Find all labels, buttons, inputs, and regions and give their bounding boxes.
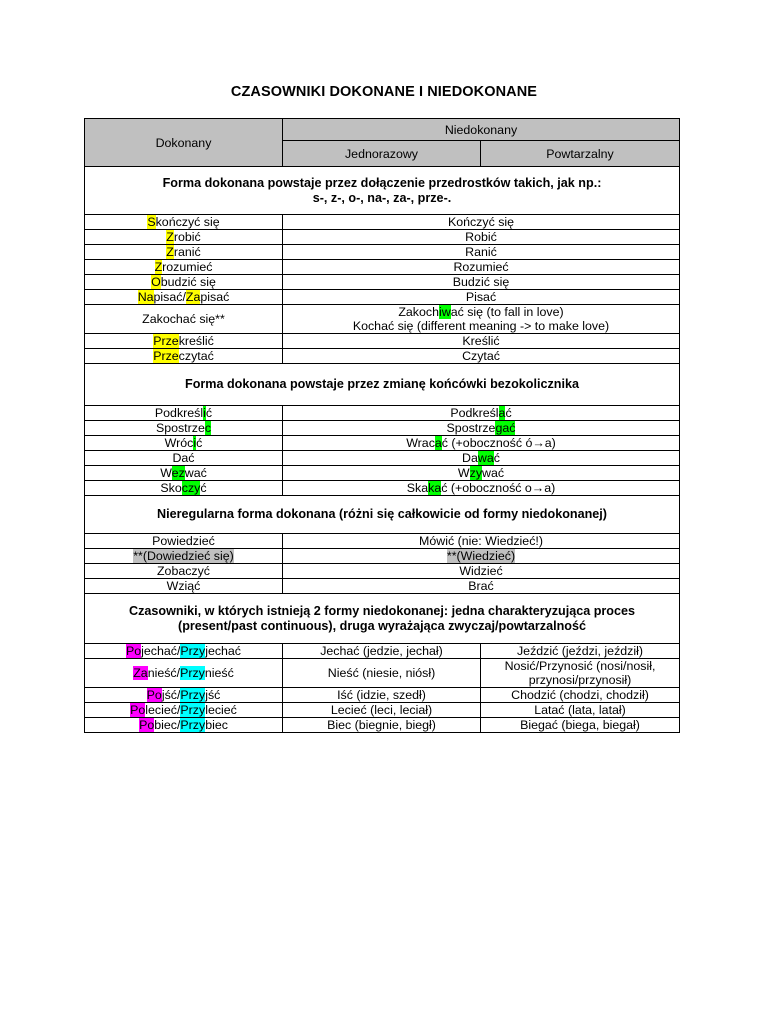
word-fragment: ć [493, 451, 500, 465]
table-row [85, 275, 680, 290]
word-fragment: wać [482, 466, 505, 480]
highlighted-affix: Przy [180, 666, 205, 680]
table-row [85, 718, 680, 733]
highlighted-affix: Z [166, 245, 174, 259]
perfective-cell [85, 466, 283, 481]
highlighted-affix: c [204, 421, 212, 435]
section-heading-row [85, 496, 680, 534]
highlighted-affix: Z [154, 260, 163, 274]
highlighted-affix: Za [185, 290, 201, 304]
word-fragment: ć (+oboczność ó→a) [441, 436, 556, 450]
highlighted-affix: i [203, 406, 206, 420]
word-fragment: Spostrze [155, 421, 205, 435]
perfective-cell [85, 451, 283, 466]
word-fragment: jechać [205, 644, 242, 658]
highlighted-affix: Z [166, 230, 174, 244]
imperfective-repeated-cell: Biegać (biega, biegał) [481, 718, 680, 733]
perfective-cell [85, 718, 283, 733]
word-fragment: Budzić się [452, 275, 510, 289]
word-fragment: Wziąć [166, 579, 201, 593]
perfective-cell [85, 421, 283, 436]
perfective-cell [85, 481, 283, 496]
perfective-cell [85, 406, 283, 421]
table-row [85, 436, 680, 451]
table-row [85, 230, 680, 245]
perfective-cell [85, 305, 283, 334]
table-row [85, 451, 680, 466]
imperfective-cell [283, 349, 680, 364]
word-fragment: Spostrze [446, 421, 496, 435]
perfective-cell [85, 579, 283, 594]
perfective-cell [85, 230, 283, 245]
table-row [85, 349, 680, 364]
perfective-cell [85, 564, 283, 579]
header-niedokonany: Niedokonany [283, 119, 680, 141]
table-row [85, 534, 680, 549]
highlighted-affix: Przy [180, 688, 206, 702]
highlighted-affix: S [147, 215, 156, 229]
word-fragment: lecieć [205, 703, 237, 717]
word-fragment: ć [196, 436, 203, 450]
word-fragment: biec [205, 718, 228, 732]
word-fragment: Rozumieć [453, 260, 509, 274]
imperfective-cell [283, 305, 680, 334]
imperfective-repeated-cell: Nosić/Przynosić (nosi/nosił, przynosi/przynosił) [481, 659, 680, 688]
word-fragment: Kończyć się [447, 215, 515, 229]
word-fragment: Czytać [462, 349, 500, 363]
imperfective-cell [283, 421, 680, 436]
imperfective-cell [283, 481, 680, 496]
header-powtarzalny: Powtarzalny [481, 141, 680, 167]
highlighted-affix: **(Wiedzieć) [446, 549, 516, 563]
highlighted-affix: Po [139, 718, 155, 732]
highlighted-affix: czy [181, 481, 201, 495]
table-row [85, 421, 680, 436]
highlighted-affix: ka [428, 481, 442, 495]
imperfective-cell [283, 579, 680, 594]
section-heading: Nieregularna forma dokonana (różni się całkowicie od formy niedokonanej) [85, 496, 680, 534]
perfective-cell [85, 275, 283, 290]
highlighted-affix: Po [130, 703, 146, 717]
word-fragment: Ska [406, 481, 429, 495]
word-fragment: Zobaczyć [156, 564, 211, 578]
table-row [85, 644, 680, 659]
table-row [85, 466, 680, 481]
table-row [85, 245, 680, 260]
word-fragment: ć [505, 406, 512, 420]
imperfective-cell [283, 290, 680, 305]
word-fragment: Pisać [465, 290, 497, 304]
imperfective-single-cell: Iść (idzie, szedł) [283, 688, 481, 703]
highlighted-affix: wa [477, 451, 494, 465]
word-fragment: budzić się [160, 275, 216, 289]
word-fragment: jść [205, 688, 221, 702]
table-row [85, 215, 680, 230]
table-row [85, 549, 680, 564]
imperfective-cell [283, 466, 680, 481]
word-fragment: W [457, 466, 470, 480]
perfective-cell [85, 703, 283, 718]
word-fragment: Robić [465, 230, 497, 244]
table-row [85, 334, 680, 349]
highlighted-affix: Przy [180, 703, 206, 717]
header-jednorazowy: Jednorazowy [283, 141, 481, 167]
highlighted-affix: gać [495, 421, 516, 435]
imperfective-cell [283, 564, 680, 579]
word-fragment: Powiedzieć [152, 534, 215, 548]
highlighted-affix: a [434, 436, 442, 450]
perfective-cell [85, 334, 283, 349]
perfective-cell [85, 534, 283, 549]
word-fragment: ać się (to fall in love) Kochać się (different meaning -> to make love) [352, 305, 610, 333]
word-fragment: Da [462, 451, 478, 465]
word-fragment: Brać [468, 579, 494, 593]
highlighted-affix: Po [146, 688, 162, 702]
table-row [85, 290, 680, 305]
highlighted-affix: ez [171, 466, 185, 480]
word-fragment: biec/ [154, 718, 181, 732]
perfective-cell [85, 290, 283, 305]
perfective-cell [85, 436, 283, 451]
imperfective-cell [283, 260, 680, 275]
imperfective-cell [283, 334, 680, 349]
section-heading-row [85, 364, 680, 406]
word-fragment: pisać [200, 290, 230, 304]
highlighted-affix: Prze [153, 349, 179, 363]
imperfective-repeated-cell: Chodzić (chodzi, chodził) [481, 688, 680, 703]
word-fragment: jechać/ [141, 644, 181, 658]
word-fragment: ć (+oboczność o→a) [441, 481, 556, 495]
perfective-cell [85, 245, 283, 260]
imperfective-cell [283, 215, 680, 230]
imperfective-cell [283, 549, 680, 564]
imperfective-cell [283, 436, 680, 451]
highlighted-affix: Przy [180, 718, 206, 732]
table-row [85, 305, 680, 334]
perfective-cell [85, 349, 283, 364]
section-heading-row [85, 167, 680, 215]
perfective-cell [85, 549, 283, 564]
word-fragment: kończyć się [155, 215, 220, 229]
table-row [85, 579, 680, 594]
imperfective-cell [283, 230, 680, 245]
highlighted-affix: **(Dowiedzieć się) [133, 549, 234, 563]
word-fragment: nieść [204, 666, 234, 680]
word-fragment: Widzieć [459, 564, 503, 578]
word-fragment: robić [173, 230, 201, 244]
word-fragment: rozumieć [162, 260, 213, 274]
highlighted-affix: Po [125, 644, 142, 658]
highlighted-affix: Prze [153, 334, 179, 348]
imperfective-repeated-cell: Jeździć (jeździ, jeździł) [481, 644, 680, 659]
document-title: CZASOWNIKI DOKONANE I NIEDOKONANE [230, 84, 538, 100]
word-fragment: lecieć/ [145, 703, 181, 717]
word-fragment: Ranić [465, 245, 497, 259]
imperfective-cell [283, 275, 680, 290]
highlighted-affix: Przy [180, 644, 206, 658]
imperfective-repeated-cell: Latać (lata, latał) [481, 703, 680, 718]
highlighted-affix: O [151, 275, 161, 289]
word-fragment: Podkreśl [154, 406, 204, 420]
word-fragment: ć [205, 406, 213, 420]
imperfective-cell [283, 245, 680, 260]
section-heading: Czasowniki, w których istnieją 2 formy niedokonanej: jedna charakteryzująca proces (present/past continuous), druga wyrażająca zwyczaj/powtarzalność [85, 594, 680, 644]
word-fragment: Podkreśl [450, 406, 499, 420]
table-row [85, 260, 680, 275]
word-fragment: kreślić [178, 334, 214, 348]
highlighted-affix: iw [438, 305, 451, 319]
imperfective-single-cell: Jechać (jedzie, jechał) [283, 644, 481, 659]
imperfective-single-cell: Lecieć (leci, leciał) [283, 703, 481, 718]
word-fragment: Zakoch [398, 305, 439, 319]
word-fragment: ć [200, 481, 207, 495]
table-row [85, 703, 680, 718]
imperfective-cell [283, 534, 680, 549]
verb-aspect-table [84, 118, 680, 733]
word-fragment: Zakochać się** [142, 312, 225, 326]
highlighted-affix: i [193, 436, 197, 450]
word-fragment: wać [184, 466, 207, 480]
highlighted-affix: Na [137, 290, 154, 304]
perfective-cell [85, 215, 283, 230]
word-fragment: Wróc [164, 436, 194, 450]
table-row [85, 564, 680, 579]
imperfective-cell [283, 451, 680, 466]
perfective-cell [85, 260, 283, 275]
imperfective-single-cell: Nieść (niesie, niósł) [283, 659, 481, 688]
section-heading: Forma dokonana powstaje przez dołączenie przedrostków takich, jak np.: s-, z-, o-, na-, za-, prze-. [85, 167, 680, 215]
word-fragment: jść/ [161, 688, 181, 702]
highlighted-affix: a [498, 406, 506, 420]
word-fragment: Mówić (nie: Wiedzieć!) [419, 534, 543, 548]
highlighted-affix: Za [133, 666, 148, 680]
imperfective-single-cell: Biec (biegnie, biegł) [283, 718, 481, 733]
word-fragment: ranić [173, 245, 201, 259]
perfective-cell [85, 644, 283, 659]
word-fragment: czytać [178, 349, 214, 363]
perfective-cell [85, 659, 283, 688]
word-fragment: Sko [160, 481, 182, 495]
word-fragment: Wrac [406, 436, 435, 450]
section-heading: Forma dokonana powstaje przez zmianę końcówki bezokolicznika [85, 364, 680, 406]
table-row [85, 481, 680, 496]
highlighted-affix: zy [469, 466, 483, 480]
section-heading-row [85, 594, 680, 644]
word-fragment: W [160, 466, 172, 480]
word-fragment: nieść/ [147, 666, 181, 680]
imperfective-cell [283, 406, 680, 421]
table-row [85, 659, 680, 688]
word-fragment: pisać/ [153, 290, 186, 304]
table-row [85, 406, 680, 421]
word-fragment: Kreślić [462, 334, 500, 348]
table-row [85, 688, 680, 703]
header-dokonany: Dokonany [85, 119, 283, 167]
perfective-cell [85, 688, 283, 703]
word-fragment: Dać [172, 451, 195, 465]
